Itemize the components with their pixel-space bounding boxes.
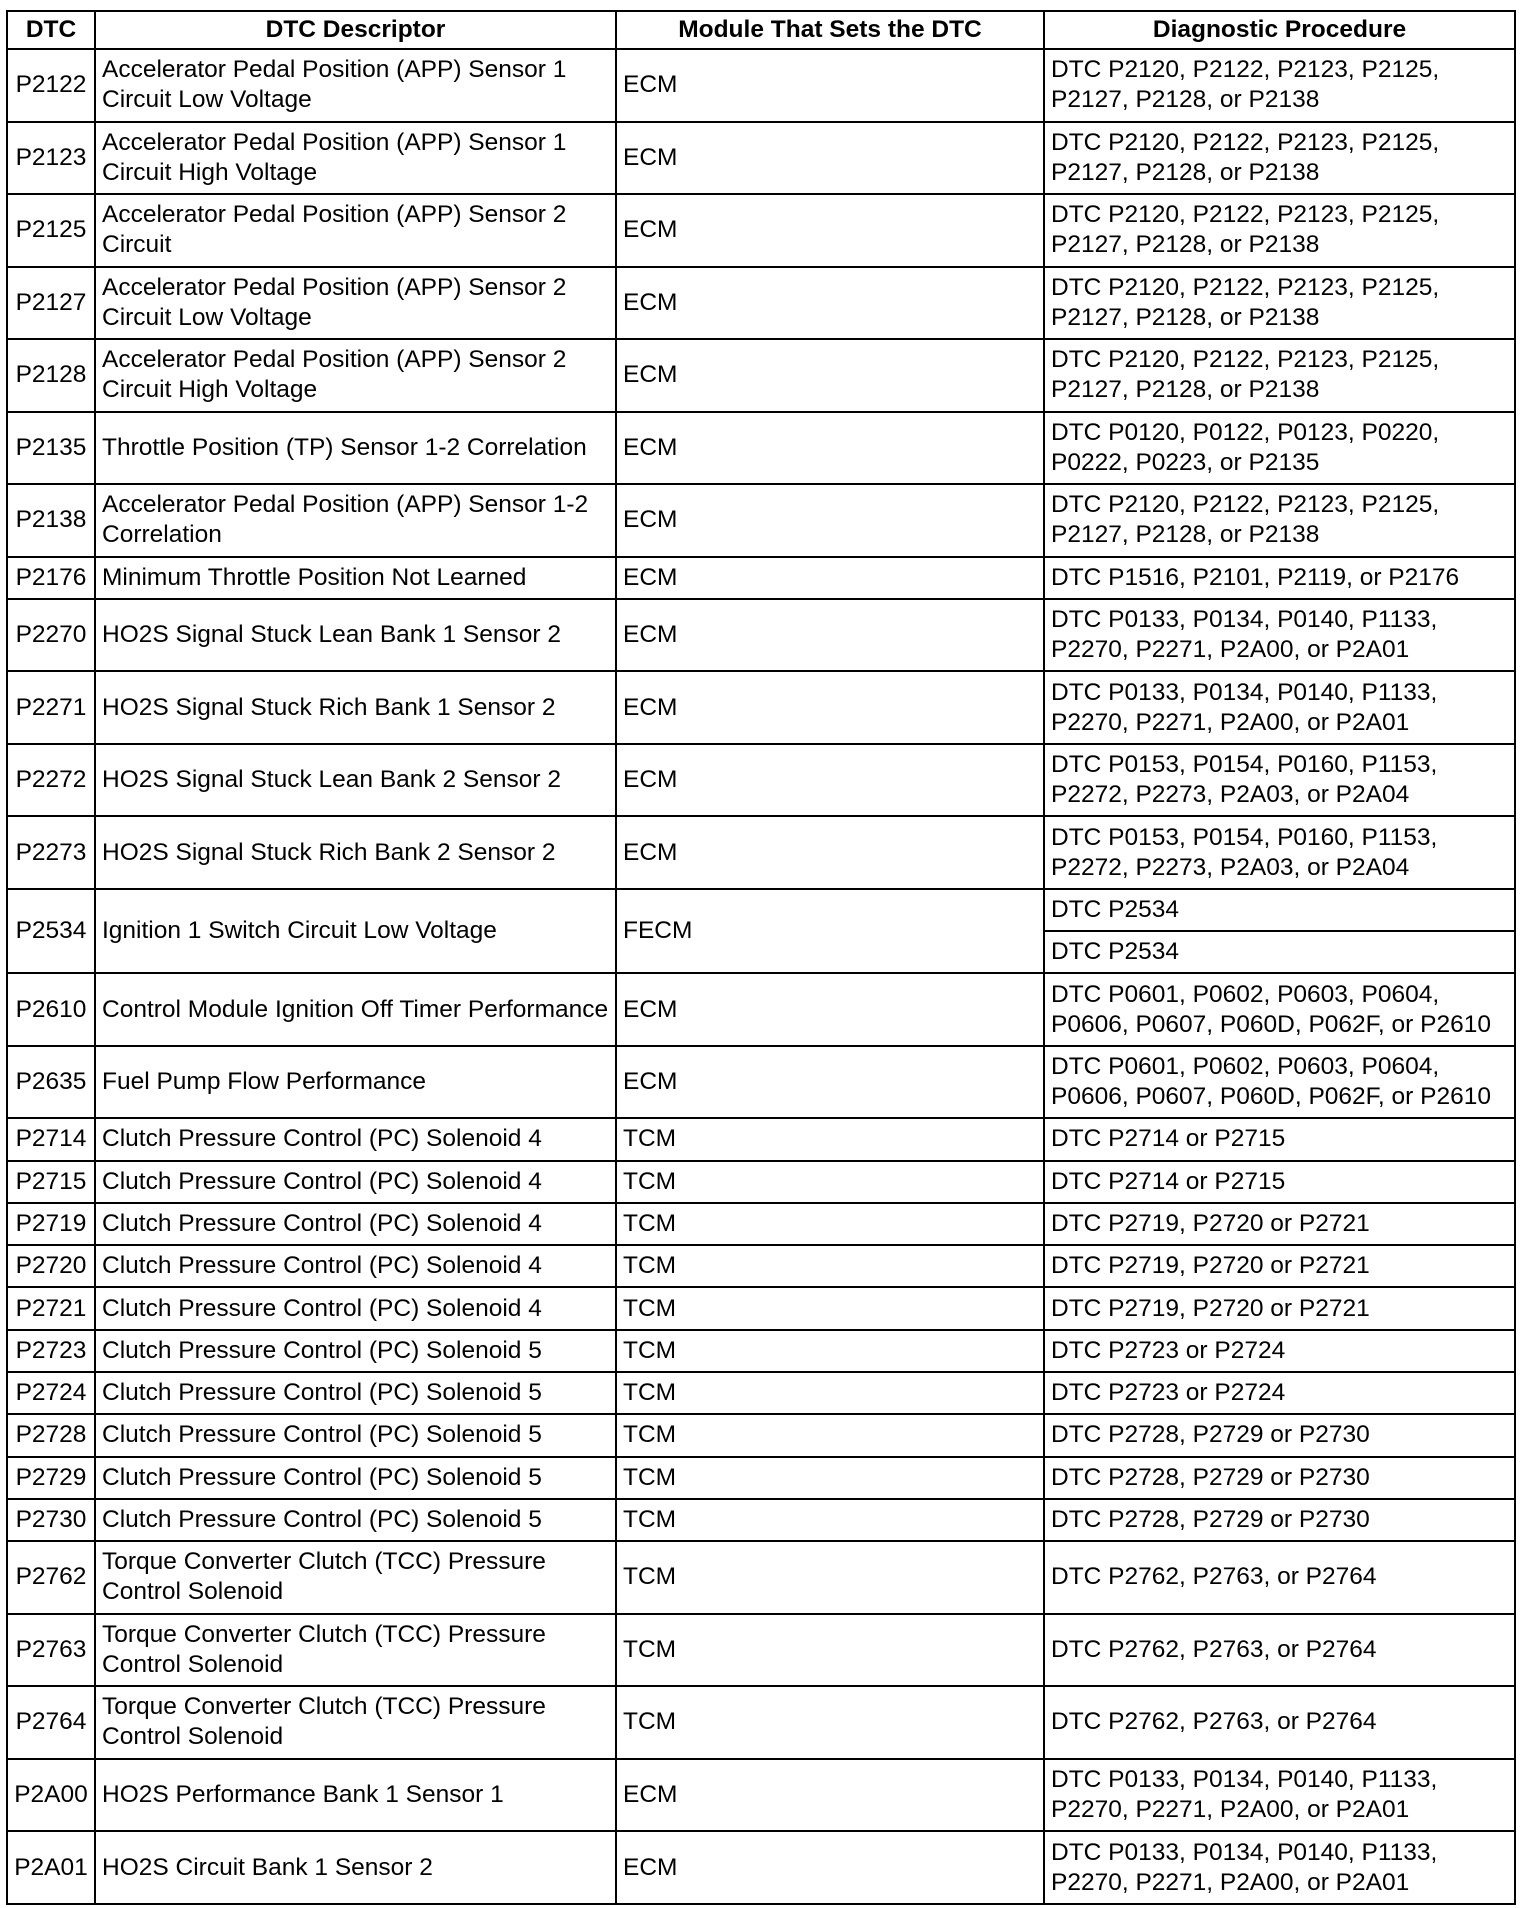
- module: TCM: [616, 1372, 1044, 1414]
- dtc-code: P2176: [7, 557, 95, 599]
- table-row: [7, 816, 1515, 889]
- table-row: [7, 1046, 1515, 1119]
- diagnostic-procedure: DTC P2714 or P2715: [1044, 1118, 1515, 1160]
- dtc-descriptor: Clutch Pressure Control (PC) Solenoid 5: [95, 1372, 616, 1414]
- diagnostic-procedure: DTC P2723 or P2724: [1044, 1330, 1515, 1372]
- dtc-code: P2719: [7, 1203, 95, 1245]
- dtc-descriptor: HO2S Signal Stuck Lean Bank 2 Sensor 2: [95, 744, 616, 817]
- table-row: [7, 122, 1515, 195]
- diagnostic-procedure: DTC P2120, P2122, P2123, P2125, P2127, P2128, or P2138: [1044, 49, 1515, 122]
- table-row: [7, 1831, 1515, 1904]
- diagnostic-procedure: DTC P2719, P2720 or P2721: [1044, 1287, 1515, 1329]
- dtc-descriptor: Torque Converter Clutch (TCC) Pressure Control Solenoid: [95, 1541, 616, 1614]
- table-row: [7, 339, 1515, 412]
- dtc-descriptor: Accelerator Pedal Position (APP) Sensor 2 Circuit: [95, 194, 616, 267]
- module: TCM: [616, 1541, 1044, 1614]
- table-row: [7, 1203, 1515, 1245]
- table-row: [7, 1372, 1515, 1414]
- module: ECM: [616, 1831, 1044, 1904]
- dtc-descriptor: Ignition 1 Switch Circuit Low Voltage: [95, 889, 616, 974]
- table-row: [7, 1161, 1515, 1203]
- table-row: [7, 1499, 1515, 1541]
- dtc-descriptor: Clutch Pressure Control (PC) Solenoid 4: [95, 1118, 616, 1160]
- diagnostic-procedure: DTC P0601, P0602, P0603, P0604, P0606, P0607, P060D, P062F, or P2610: [1044, 1046, 1515, 1119]
- module: ECM: [616, 484, 1044, 557]
- dtc-table: [6, 10, 1516, 1905]
- diagnostic-procedure: DTC P0133, P0134, P0140, P1133, P2270, P2271, P2A00, or P2A01: [1044, 671, 1515, 744]
- table-row: [7, 49, 1515, 122]
- dtc-descriptor: Clutch Pressure Control (PC) Solenoid 4: [95, 1161, 616, 1203]
- dtc-descriptor: Accelerator Pedal Position (APP) Sensor 2 Circuit High Voltage: [95, 339, 616, 412]
- dtc-descriptor: Clutch Pressure Control (PC) Solenoid 5: [95, 1499, 616, 1541]
- dtc-descriptor: HO2S Signal Stuck Rich Bank 2 Sensor 2: [95, 816, 616, 889]
- module: TCM: [616, 1118, 1044, 1160]
- header-dtc: DTC: [7, 11, 95, 49]
- module: FECM: [616, 889, 1044, 974]
- dtc-descriptor: Torque Converter Clutch (TCC) Pressure Control Solenoid: [95, 1686, 616, 1759]
- dtc-descriptor: Clutch Pressure Control (PC) Solenoid 5: [95, 1457, 616, 1499]
- table-row: [7, 267, 1515, 340]
- module: TCM: [616, 1203, 1044, 1245]
- diagnostic-procedure: DTC P2120, P2122, P2123, P2125, P2127, P2128, or P2138: [1044, 267, 1515, 340]
- diagnostic-procedure: DTC P0601, P0602, P0603, P0604, P0606, P0607, P060D, P062F, or P2610: [1044, 973, 1515, 1046]
- dtc-code: P2138: [7, 484, 95, 557]
- diagnostic-procedure: DTC P2728, P2729 or P2730: [1044, 1499, 1515, 1541]
- dtc-code: P2721: [7, 1287, 95, 1329]
- dtc-descriptor: Clutch Pressure Control (PC) Solenoid 5: [95, 1330, 616, 1372]
- dtc-descriptor: HO2S Signal Stuck Rich Bank 1 Sensor 2: [95, 671, 616, 744]
- module: ECM: [616, 973, 1044, 1046]
- module: ECM: [616, 194, 1044, 267]
- diagnostic-procedure: DTC P0153, P0154, P0160, P1153, P2272, P2273, P2A03, or P2A04: [1044, 744, 1515, 817]
- module: ECM: [616, 267, 1044, 340]
- dtc-descriptor: HO2S Signal Stuck Lean Bank 1 Sensor 2: [95, 599, 616, 672]
- module: TCM: [616, 1686, 1044, 1759]
- dtc-code: P2135: [7, 412, 95, 485]
- table-row: [7, 1686, 1515, 1759]
- dtc-code: P2635: [7, 1046, 95, 1119]
- module: ECM: [616, 1759, 1044, 1832]
- dtc-descriptor: Control Module Ignition Off Timer Performance: [95, 973, 616, 1046]
- diagnostic-procedure: DTC P2719, P2720 or P2721: [1044, 1245, 1515, 1287]
- diagnostic-procedure: DTC P2534: [1044, 889, 1515, 931]
- diagnostic-procedure: DTC P2723 or P2724: [1044, 1372, 1515, 1414]
- module: TCM: [616, 1330, 1044, 1372]
- table-row: [7, 671, 1515, 744]
- module: TCM: [616, 1287, 1044, 1329]
- dtc-code: P2762: [7, 1541, 95, 1614]
- diagnostic-procedure: DTC P2120, P2122, P2123, P2125, P2127, P2128, or P2138: [1044, 194, 1515, 267]
- dtc-code: P2123: [7, 122, 95, 195]
- dtc-descriptor: Accelerator Pedal Position (APP) Sensor 2 Circuit Low Voltage: [95, 267, 616, 340]
- diagnostic-procedure: DTC P0133, P0134, P0140, P1133, P2270, P2271, P2A00, or P2A01: [1044, 1831, 1515, 1904]
- dtc-code: P2534: [7, 889, 95, 974]
- module: ECM: [616, 412, 1044, 485]
- dtc-descriptor: HO2S Performance Bank 1 Sensor 1: [95, 1759, 616, 1832]
- diagnostic-procedure: DTC P0133, P0134, P0140, P1133, P2270, P2271, P2A00, or P2A01: [1044, 1759, 1515, 1832]
- diagnostic-procedure: DTC P2728, P2729 or P2730: [1044, 1414, 1515, 1456]
- table-row: [7, 889, 1515, 931]
- table-row: [7, 973, 1515, 1046]
- table-row: [7, 1118, 1515, 1160]
- table-row: [7, 1457, 1515, 1499]
- diagnostic-procedure: DTC P2719, P2720 or P2721: [1044, 1203, 1515, 1245]
- diagnostic-procedure: DTC P0120, P0122, P0123, P0220, P0222, P0223, or P2135: [1044, 412, 1515, 485]
- diagnostic-procedure: DTC P2714 or P2715: [1044, 1161, 1515, 1203]
- table-row: [7, 744, 1515, 817]
- header-descriptor: DTC Descriptor: [95, 11, 616, 49]
- dtc-code: P2724: [7, 1372, 95, 1414]
- dtc-code: P2125: [7, 194, 95, 267]
- dtc-code: P2273: [7, 816, 95, 889]
- dtc-descriptor: Accelerator Pedal Position (APP) Sensor 1 Circuit High Voltage: [95, 122, 616, 195]
- dtc-code: P2122: [7, 49, 95, 122]
- dtc-descriptor: Clutch Pressure Control (PC) Solenoid 4: [95, 1287, 616, 1329]
- diagnostic-procedure: DTC P2534: [1044, 931, 1515, 973]
- module: TCM: [616, 1499, 1044, 1541]
- dtc-descriptor: Accelerator Pedal Position (APP) Sensor 1-2 Correlation: [95, 484, 616, 557]
- module: TCM: [616, 1457, 1044, 1499]
- table-row: [7, 557, 1515, 599]
- table-row: [7, 1759, 1515, 1832]
- diagnostic-procedure: DTC P2762, P2763, or P2764: [1044, 1614, 1515, 1687]
- dtc-code: P2714: [7, 1118, 95, 1160]
- diagnostic-procedure: DTC P2120, P2122, P2123, P2125, P2127, P2128, or P2138: [1044, 484, 1515, 557]
- diagnostic-procedure: DTC P2120, P2122, P2123, P2125, P2127, P2128, or P2138: [1044, 339, 1515, 412]
- dtc-descriptor: HO2S Circuit Bank 1 Sensor 2: [95, 1831, 616, 1904]
- dtc-code: P2A01: [7, 1831, 95, 1904]
- table-row: [7, 1245, 1515, 1287]
- module: TCM: [616, 1245, 1044, 1287]
- dtc-code: P2764: [7, 1686, 95, 1759]
- table-row: [7, 1414, 1515, 1456]
- dtc-descriptor: Accelerator Pedal Position (APP) Sensor 1 Circuit Low Voltage: [95, 49, 616, 122]
- dtc-code: P2A00: [7, 1759, 95, 1832]
- module: TCM: [616, 1414, 1044, 1456]
- diagnostic-procedure: DTC P1516, P2101, P2119, or P2176: [1044, 557, 1515, 599]
- module: TCM: [616, 1614, 1044, 1687]
- table-row: [7, 599, 1515, 672]
- diagnostic-procedure: DTC P2120, P2122, P2123, P2125, P2127, P2128, or P2138: [1044, 122, 1515, 195]
- dtc-code: P2728: [7, 1414, 95, 1456]
- diagnostic-procedure: DTC P0133, P0134, P0140, P1133, P2270, P2271, P2A00, or P2A01: [1044, 599, 1515, 672]
- dtc-descriptor: Clutch Pressure Control (PC) Solenoid 4: [95, 1203, 616, 1245]
- table-row: [7, 1541, 1515, 1614]
- diagnostic-procedure: DTC P2762, P2763, or P2764: [1044, 1541, 1515, 1614]
- dtc-code: P2729: [7, 1457, 95, 1499]
- module: ECM: [616, 122, 1044, 195]
- diagnostic-procedure: DTC P0153, P0154, P0160, P1153, P2272, P2273, P2A03, or P2A04: [1044, 816, 1515, 889]
- dtc-descriptor: Clutch Pressure Control (PC) Solenoid 5: [95, 1414, 616, 1456]
- header-procedure: Diagnostic Procedure: [1044, 11, 1515, 49]
- module: ECM: [616, 557, 1044, 599]
- dtc-code: P2723: [7, 1330, 95, 1372]
- module: ECM: [616, 744, 1044, 817]
- dtc-code: P2127: [7, 267, 95, 340]
- dtc-code: P2270: [7, 599, 95, 672]
- module: ECM: [616, 49, 1044, 122]
- table-row: [7, 1330, 1515, 1372]
- module: ECM: [616, 671, 1044, 744]
- dtc-descriptor: Throttle Position (TP) Sensor 1-2 Correlation: [95, 412, 616, 485]
- table-row: [7, 484, 1515, 557]
- dtc-descriptor: Fuel Pump Flow Performance: [95, 1046, 616, 1119]
- dtc-code: P2715: [7, 1161, 95, 1203]
- dtc-code: P2610: [7, 973, 95, 1046]
- dtc-descriptor: Torque Converter Clutch (TCC) Pressure Control Solenoid: [95, 1614, 616, 1687]
- dtc-descriptor: Clutch Pressure Control (PC) Solenoid 4: [95, 1245, 616, 1287]
- table-row: [7, 412, 1515, 485]
- dtc-descriptor: Minimum Throttle Position Not Learned: [95, 557, 616, 599]
- dtc-code: P2763: [7, 1614, 95, 1687]
- module: TCM: [616, 1161, 1044, 1203]
- dtc-code: P2271: [7, 671, 95, 744]
- table-row: [7, 194, 1515, 267]
- dtc-code: P2720: [7, 1245, 95, 1287]
- dtc-code: P2272: [7, 744, 95, 817]
- module: ECM: [616, 816, 1044, 889]
- dtc-code: P2730: [7, 1499, 95, 1541]
- module: ECM: [616, 599, 1044, 672]
- table-header-row: [7, 11, 1515, 49]
- module: ECM: [616, 1046, 1044, 1119]
- diagnostic-procedure: DTC P2762, P2763, or P2764: [1044, 1686, 1515, 1759]
- table-row: [7, 1287, 1515, 1329]
- module: ECM: [616, 339, 1044, 412]
- table-row: [7, 1614, 1515, 1687]
- header-module: Module That Sets the DTC: [616, 11, 1044, 49]
- dtc-code: P2128: [7, 339, 95, 412]
- diagnostic-procedure: DTC P2728, P2729 or P2730: [1044, 1457, 1515, 1499]
